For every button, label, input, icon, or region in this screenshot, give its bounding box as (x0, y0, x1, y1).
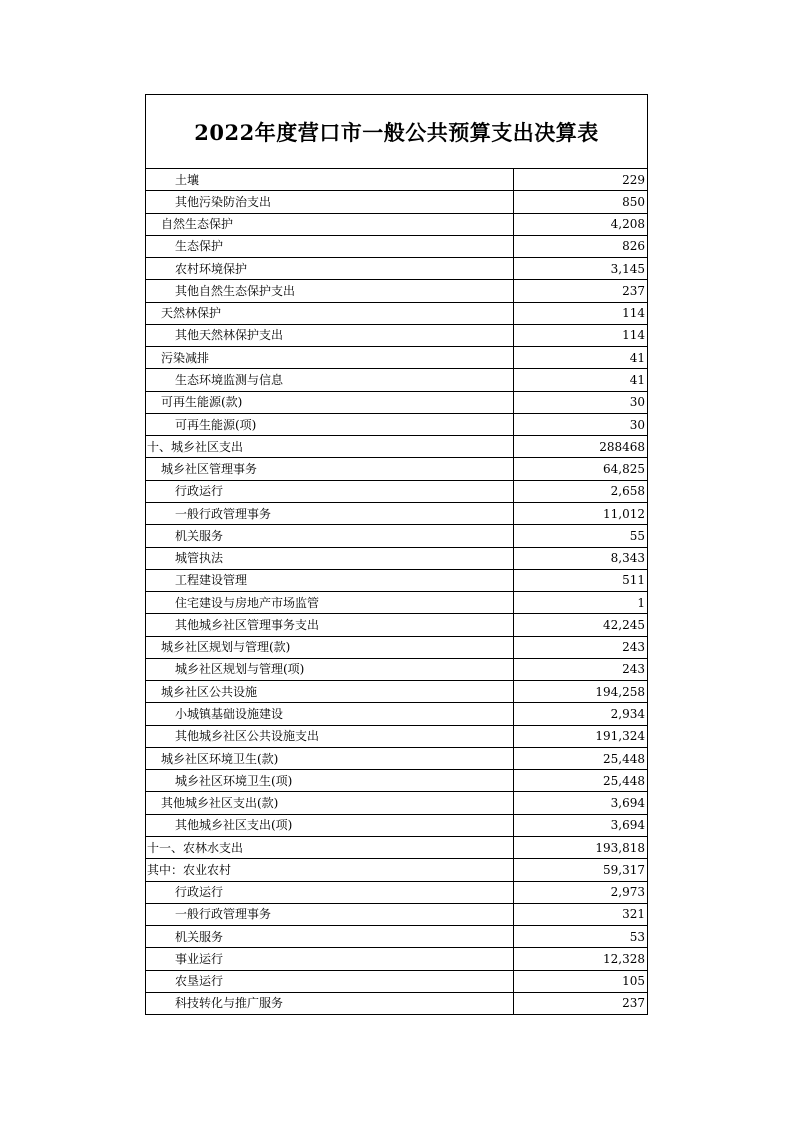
table-row (146, 725, 647, 747)
table-row (146, 703, 647, 725)
budget-table-body (146, 169, 647, 1014)
row-item-amount: 12,328 (514, 948, 648, 970)
table-row (146, 926, 647, 948)
budget-table (146, 169, 647, 1014)
row-item-name: 土壤 (146, 169, 514, 191)
table-row (146, 169, 647, 191)
table-row (146, 948, 647, 970)
table-row (146, 302, 647, 324)
row-item-amount: 237 (622, 996, 645, 1011)
row-item-amount: 191,324 (514, 725, 648, 747)
table-row (146, 636, 647, 658)
row-item-amount: 229 (514, 169, 648, 191)
row-item-name: 其他城乡社区支出(款) (146, 792, 514, 814)
row-item-name: 工程建设管理 (146, 569, 514, 591)
row-item-name: 城乡社区环境卫生(项) (146, 770, 514, 792)
table-row (146, 258, 647, 280)
row-item-amount: 1 (514, 592, 648, 614)
table-row (146, 592, 647, 614)
row-item-name: 一般行政管理事务 (146, 903, 514, 925)
row-item-name: 机关服务 (146, 525, 514, 547)
row-item-amount: 2,973 (514, 881, 648, 903)
row-item-amount: 8,343 (514, 547, 648, 569)
table-row (146, 681, 647, 703)
table-row (146, 525, 647, 547)
row-item-name: 城乡社区规划与管理(款) (146, 636, 514, 658)
row-item-name: 一般行政管理事务 (146, 502, 514, 524)
row-item-amount: 53 (514, 926, 648, 948)
page-title: 2022年度营口市一般公共预算支出决算表 (146, 95, 647, 169)
row-item-name: 其他城乡社区管理事务支出 (146, 614, 514, 636)
row-item-amount: 2,934 (514, 703, 648, 725)
table-row (146, 413, 647, 435)
row-item-name: 城管执法 (146, 547, 514, 569)
table-row (146, 970, 647, 992)
table-row (146, 324, 647, 346)
table-row (146, 213, 647, 235)
table-row (146, 747, 647, 769)
row-item-name: 可再生能源(项) (146, 413, 514, 435)
row-item-name: 城乡社区环境卫生(款) (146, 747, 514, 769)
table-row (146, 280, 647, 302)
row-item-name: 其中：农业农村 (146, 859, 514, 881)
table-row (146, 859, 647, 881)
table-row (146, 792, 647, 814)
row-item-amount: 194,258 (514, 681, 648, 703)
row-item-amount: 3,145 (514, 258, 648, 280)
row-item-name: 其他天然林保护支出 (146, 324, 514, 346)
row-item-name: 农垦运行 (146, 970, 514, 992)
row-item-name: 天然林保护 (146, 302, 514, 324)
row-item-name: 科技转化与推广服务 (146, 992, 514, 1014)
row-item-name: 十、城乡社区支出 (146, 436, 514, 458)
row-item-name: 农村环境保护 (146, 258, 514, 280)
table-row (146, 191, 647, 213)
row-item-amount: 850 (514, 191, 648, 213)
table-row (146, 614, 647, 636)
row-item-amount: 321 (514, 903, 648, 925)
row-item-name: 十一、农林水支出 (146, 836, 514, 858)
row-item-amount: 105 (514, 970, 648, 992)
row-item-name: 生态环境监测与信息 (146, 369, 514, 391)
row-item-amount: 41 (514, 369, 648, 391)
row-item-amount: 288468 (514, 436, 648, 458)
row-item-name: 城乡社区公共设施 (146, 681, 514, 703)
row-item-name: 城乡社区管理事务 (146, 458, 514, 480)
table-row (146, 814, 647, 836)
row-item-name: 其他污染防治支出 (146, 191, 514, 213)
row-item-amount: 25,448 (514, 747, 648, 769)
row-item-amount: 114 (514, 324, 648, 346)
row-item-amount: 243 (514, 636, 648, 658)
row-item-name: 城乡社区规划与管理(项) (146, 658, 514, 680)
table-row (146, 547, 647, 569)
row-item-amount: 25,448 (514, 770, 648, 792)
row-item-name: 自然生态保护 (146, 213, 514, 235)
row-item-name: 生态保护 (146, 235, 514, 257)
table-row (146, 458, 647, 480)
row-item-name: 小城镇基础设施建设 (146, 703, 514, 725)
row-item-amount: 55 (514, 525, 648, 547)
table-row (146, 369, 647, 391)
table-row (146, 658, 647, 680)
budget-table-sheet (145, 94, 648, 1015)
table-row (146, 480, 647, 502)
row-item-name: 其他城乡社区支出(项) (146, 814, 514, 836)
row-item-amount: 193,818 (514, 836, 648, 858)
row-item-amount: 511 (514, 569, 648, 591)
row-item-name: 行政运行 (146, 480, 514, 502)
row-item-amount: 42,245 (514, 614, 648, 636)
row-item-name: 可再生能源(款) (146, 391, 514, 413)
row-item-amount: 237 (514, 280, 648, 302)
row-item-amount: 41 (514, 347, 648, 369)
row-item-name: 机关服务 (146, 926, 514, 948)
row-item-name: 污染减排 (146, 347, 514, 369)
table-row (146, 770, 647, 792)
row-item-amount: 64,825 (514, 458, 648, 480)
table-row (146, 903, 647, 925)
table-row (146, 836, 647, 858)
row-item-amount: 243 (514, 658, 648, 680)
row-item-amount: 2,658 (514, 480, 648, 502)
table-row (146, 569, 647, 591)
row-item-amount: 3,694 (514, 814, 648, 836)
row-item-amount: 4,208 (514, 213, 648, 235)
row-item-amount: 59,317 (514, 859, 648, 881)
row-item-amount: 11,012 (514, 502, 648, 524)
table-row (146, 502, 647, 524)
row-item-name: 其他自然生态保护支出 (146, 280, 514, 302)
row-item-name: 其他城乡社区公共设施支出 (146, 725, 514, 747)
table-row (146, 992, 647, 1014)
table-row (146, 391, 647, 413)
row-item-amount: 3,694 (514, 792, 648, 814)
table-row (146, 881, 647, 903)
row-item-amount: 30 (514, 391, 648, 413)
row-item-amount: 114 (514, 302, 648, 324)
table-row (146, 436, 647, 458)
row-item-name: 住宅建设与房地产市场监管 (146, 592, 514, 614)
row-item-amount: 826 (514, 235, 648, 257)
row-item-name: 事业运行 (146, 948, 514, 970)
row-item-name: 行政运行 (146, 881, 514, 903)
table-row (146, 347, 647, 369)
row-item-amount: 30 (514, 413, 648, 435)
table-row (146, 235, 647, 257)
